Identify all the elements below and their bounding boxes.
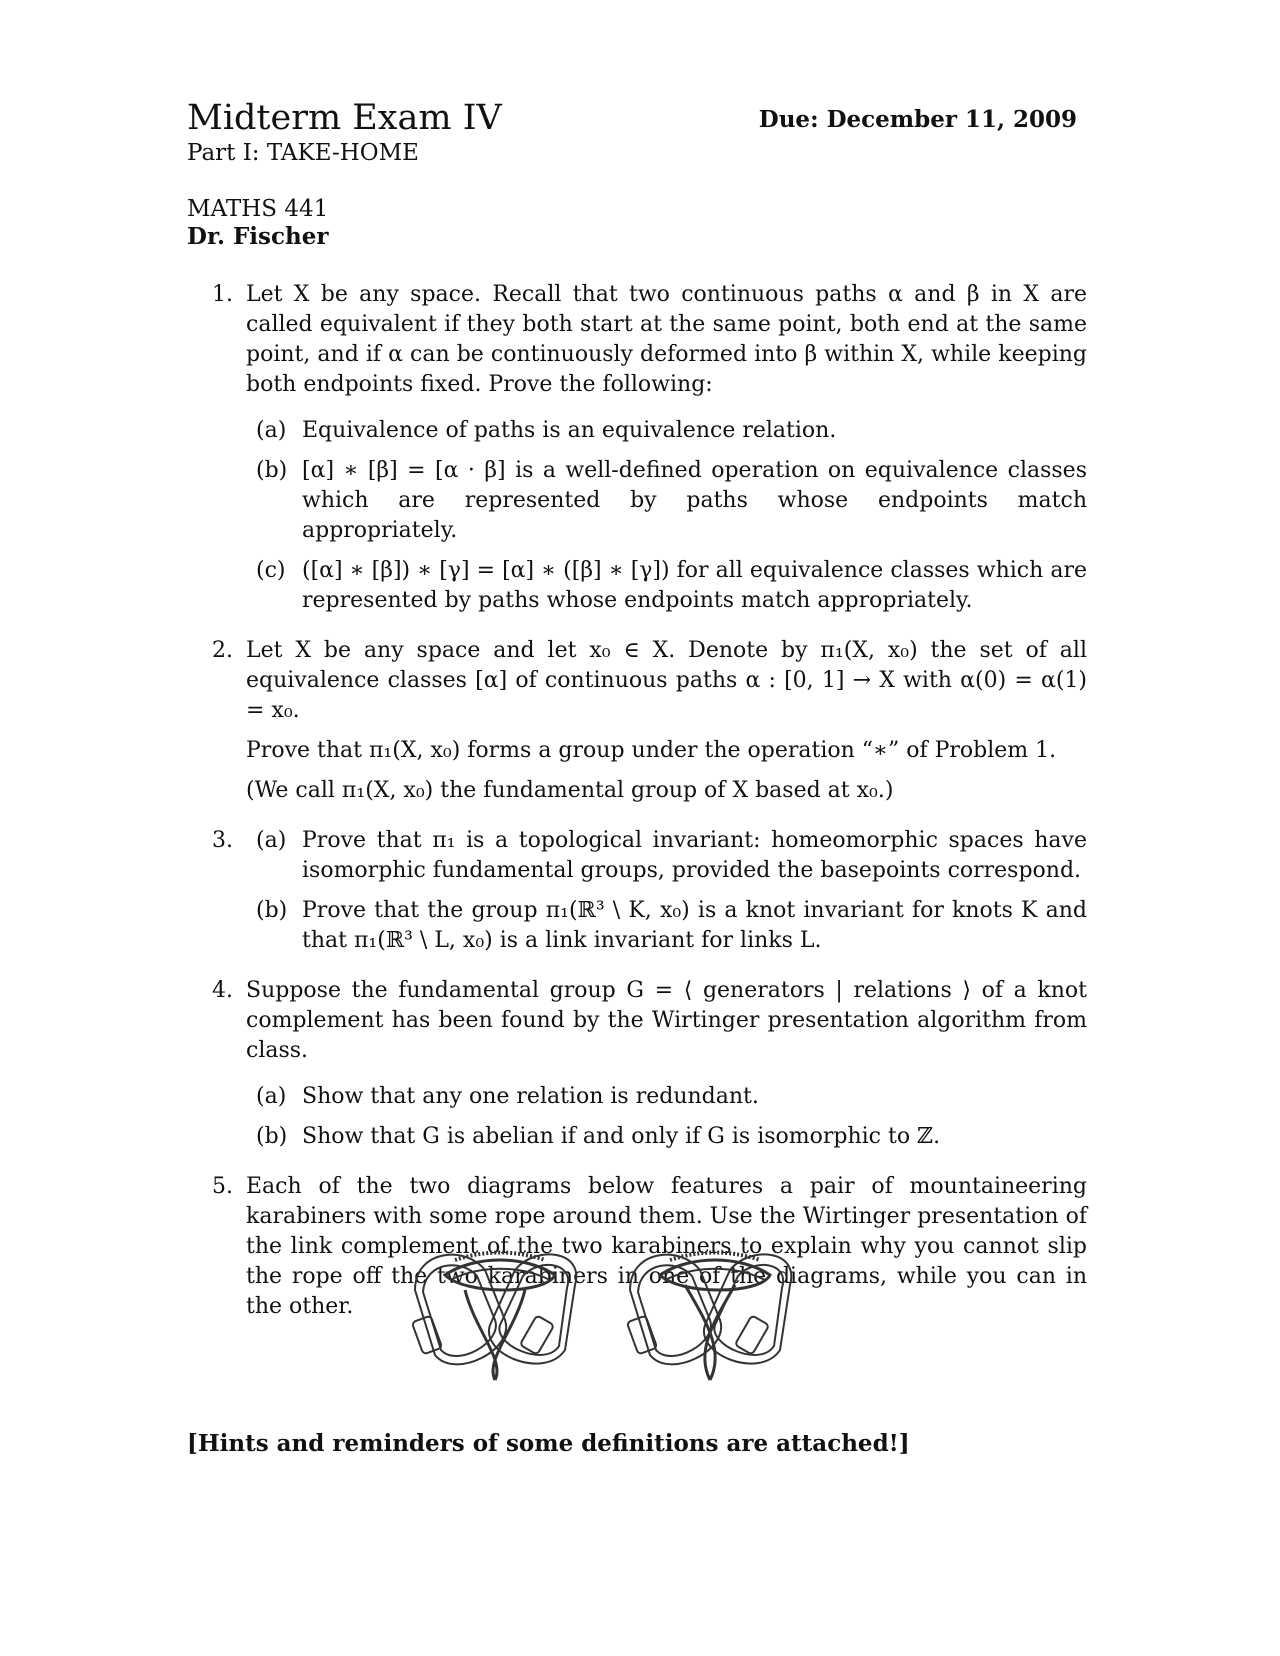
- exam-title: Midterm Exam IV: [187, 98, 502, 138]
- due-date: Due: December 11, 2009: [758, 106, 1077, 133]
- problem-number: 1.: [212, 282, 233, 307]
- part-text: Show that G is abelian if and only if G is isomorphic to ℤ.: [302, 1124, 941, 1149]
- problem-text: Each of the two diagrams below features a pair of mountaineering karabiners with some rope around them. Use the Wirtinger presentation of the link complement of the two karabiners to explain why you cannot slip the rope off the two karabiners in one of the diagrams, while you can in the other.: [246, 1174, 1087, 1319]
- problem-part-c: [256, 556, 1087, 616]
- part-label: (a): [256, 418, 287, 443]
- problem-list: [212, 280, 1087, 1342]
- problem-part-b: [256, 1122, 1087, 1152]
- problem-1: [212, 280, 1087, 616]
- part-text: Prove that π₁ is a topological invariant: homeomorphic spaces have isomorphic fundamental groups, provided the basepoints correspond.: [302, 828, 1087, 883]
- part-label: (b): [256, 898, 288, 923]
- problem-part-b: [256, 896, 1087, 956]
- problem-number: 5.: [212, 1174, 233, 1199]
- karabiner-figures: [395, 1240, 815, 1390]
- problem-part-b: [256, 456, 1087, 546]
- course-code: MATHS 441: [187, 196, 329, 222]
- part-label: (c): [256, 558, 286, 583]
- problem-2: [212, 636, 1087, 806]
- part-text: ([α] ∗ [β]) ∗ [γ] = [α] ∗ ([β] ∗ [γ]) for all equivalence classes which are represented by paths whose endpoints match appropriately.: [302, 558, 1087, 613]
- part-label: (b): [256, 458, 288, 483]
- problem-text: Suppose the fundamental group G = ⟨ generators | relations ⟩ of a knot complement has been found by the Wirtinger presentation algorithm from class.: [246, 978, 1087, 1063]
- karabiner-diagram-left: [412, 1253, 577, 1381]
- problem-text-3: (We call π₁(X, x₀) the fundamental group of X based at x₀.): [246, 778, 894, 803]
- problem-parts: [256, 416, 1087, 616]
- problem-number: 2.: [212, 638, 233, 663]
- problem-3: [212, 826, 1087, 956]
- problem-part-a: [256, 1082, 1087, 1112]
- problem-text: Let X be any space and let x₀ ∈ X. Denote by π₁(X, x₀) the set of all equivalence classes [α] of continuous paths α : [0, 1] → X with α(0) = α(1) = x₀.: [246, 638, 1087, 723]
- part-text: Show that any one relation is redundant.: [302, 1084, 759, 1109]
- problem-parts: [256, 826, 1087, 956]
- problem-text-2: Prove that π₁(X, x₀) forms a group under the operation “∗” of Problem 1.: [246, 738, 1057, 763]
- problem-number: 4.: [212, 978, 233, 1003]
- problem-parts: [256, 1082, 1087, 1152]
- problem-number: 3.: [212, 828, 233, 853]
- hints-note: [Hints and reminders of some definitions are attached!]: [187, 1430, 910, 1457]
- part-text: [α] ∗ [β] = [α · β] is a well-defined operation on equivalence classes which are represented by paths whose endpoints match appropriately.: [302, 458, 1087, 543]
- part-label: (b): [256, 1124, 288, 1149]
- part-text: Prove that the group π₁(ℝ³ \ K, x₀) is a knot invariant for knots K and that π₁(ℝ³ \ L, x₀) is a link invariant for links L.: [302, 898, 1087, 953]
- problem-text: Let X be any space. Recall that two continuous paths α and β in X are called equivalent if they both start at the same point, both end at the same point, and if α can be continuously deformed into β within X, while keeping both endpoints fixed. Prove the following:: [246, 282, 1087, 397]
- problem-4: [212, 976, 1087, 1152]
- part-label: (a): [256, 1084, 287, 1109]
- karabiner-diagrams-svg: [395, 1240, 815, 1390]
- part-text: Equivalence of paths is an equivalence relation.: [302, 418, 837, 443]
- problem-part-a: [256, 826, 1087, 886]
- part-label: (a): [256, 828, 287, 853]
- instructor-name: Dr. Fischer: [187, 223, 329, 250]
- karabiner-diagram-right: [627, 1253, 792, 1381]
- problem-part-a: [256, 416, 1087, 446]
- exam-part: Part I: TAKE-HOME: [187, 140, 419, 166]
